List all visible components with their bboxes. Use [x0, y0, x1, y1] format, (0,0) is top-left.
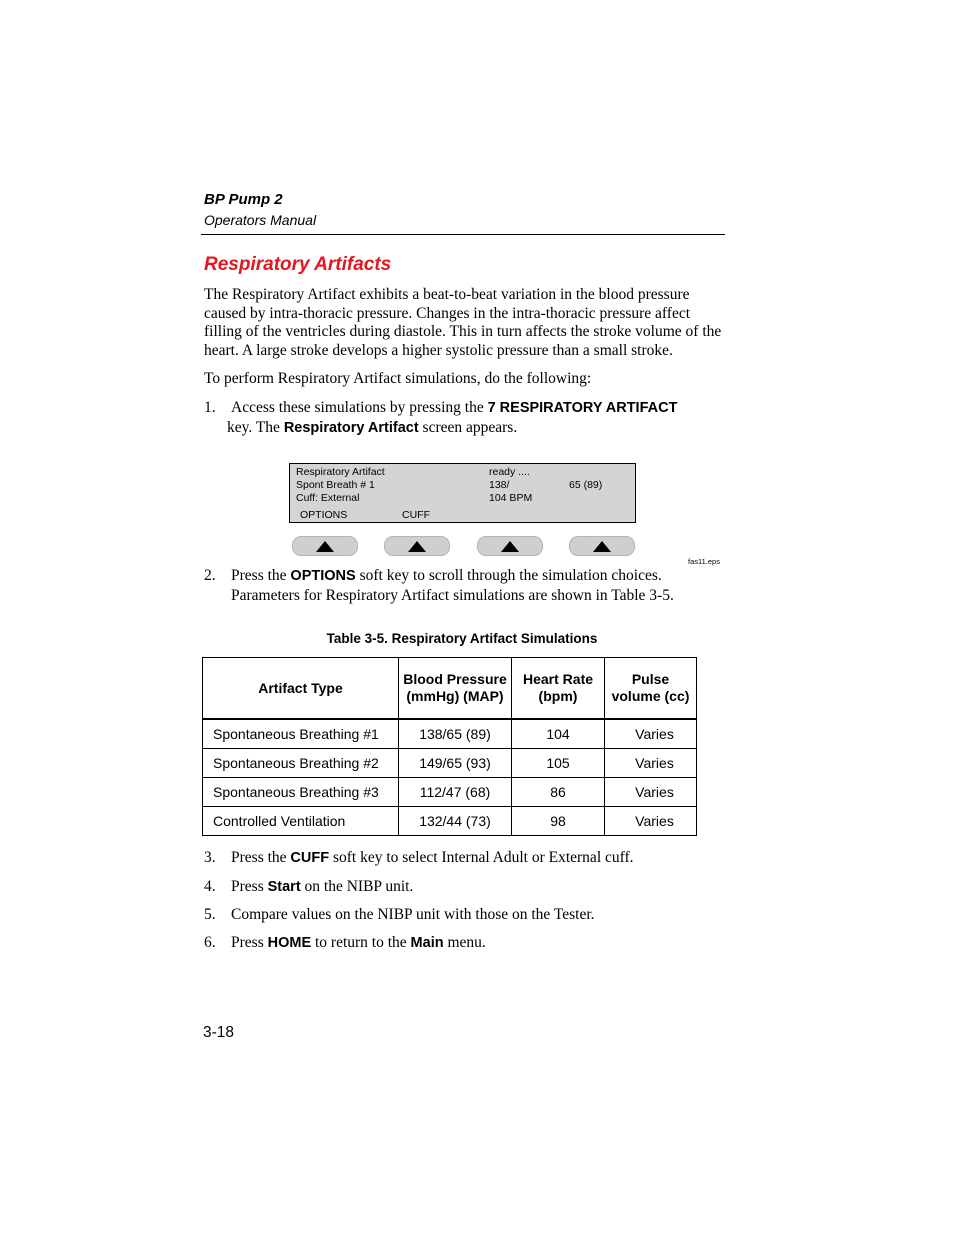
intro-paragraph: The Respiratory Artifact exhibits a beat-to-beat variation in the blood pressure caused by intra-thoracic pressure. Changes in the intra-thoracic pressure affect filling of the ventricles during diastole. This in turn affects the stroke volume of the heart. A large stroke develops a higher systolic pressure than a small stroke.	[204, 286, 722, 359]
step-number: 6.	[204, 934, 216, 951]
softkey-3-button[interactable]	[477, 536, 543, 556]
instructions-lead: To perform Respiratory Artifact simulations, do the following:	[204, 370, 592, 387]
step-number: 4.	[204, 878, 216, 895]
screen-cuff: Cuff: External	[296, 492, 360, 504]
table-cell: 149/65 (93)	[399, 749, 512, 778]
up-arrow-icon	[501, 541, 519, 552]
screen-title: Respiratory Artifact	[296, 466, 385, 478]
screen-status: ready ....	[489, 466, 530, 478]
table-caption: Table 3-5. Respiratory Artifact Simulations	[326, 631, 598, 646]
step-number: 3.	[204, 849, 216, 866]
screen-systolic: 138/	[489, 479, 510, 491]
screen-diastolic-map: 65 (89)	[569, 479, 603, 491]
table-cell: Varies	[605, 807, 697, 836]
step-text: key. The	[227, 419, 284, 436]
page-number: 3-18	[203, 1024, 235, 1041]
table-cell: Spontaneous Breathing #2	[203, 749, 399, 778]
simulation-table	[202, 657, 697, 836]
table-row	[203, 749, 697, 778]
figure-file-label: fas11.eps	[688, 557, 720, 566]
column-header: Pulse volume (cc)	[605, 658, 697, 720]
step-1	[204, 398, 724, 438]
column-header: Artifact Type	[203, 658, 399, 720]
step-number: 1.	[204, 399, 216, 416]
step-2	[204, 566, 724, 606]
step-5	[204, 905, 724, 925]
step-text: screen appears.	[418, 419, 518, 436]
table-cell: 112/47 (68)	[399, 778, 512, 807]
table-cell: 104	[512, 719, 605, 749]
table-cell: Varies	[605, 719, 697, 749]
up-arrow-icon	[316, 541, 334, 552]
key-name: Start	[267, 879, 301, 895]
key-name: 7 RESPIRATORY ARTIFACT	[487, 400, 678, 416]
manual-subtitle: Operators Manual	[204, 212, 317, 228]
up-arrow-icon	[408, 541, 426, 552]
table-cell: 98	[512, 807, 605, 836]
softkey-label-options: OPTIONS	[300, 509, 348, 521]
table-row	[203, 719, 697, 749]
tester-lcd-screen	[289, 463, 636, 523]
section-title: Respiratory Artifacts	[204, 254, 392, 275]
softkey-2-button[interactable]	[384, 536, 450, 556]
step-text: on the NIBP unit.	[300, 878, 414, 895]
screen-heart-rate: 104 BPM	[489, 492, 533, 504]
table-cell: Varies	[605, 749, 697, 778]
step-text: Press the	[231, 567, 291, 584]
menu-name: Main	[410, 935, 444, 951]
step-text: Access these simulations by pressing the	[231, 399, 488, 416]
step-text: menu.	[443, 934, 486, 951]
table-cell: Spontaneous Breathing #1	[203, 719, 399, 749]
step-number: 5.	[204, 906, 216, 923]
key-name: HOME	[267, 935, 312, 951]
step-4	[204, 877, 724, 897]
up-arrow-icon	[593, 541, 611, 552]
table-cell: 105	[512, 749, 605, 778]
manual-title: BP Pump 2	[204, 191, 283, 208]
step-text: soft key to select Internal Adult or External cuff.	[329, 849, 634, 866]
table-cell: 86	[512, 778, 605, 807]
table-row	[203, 807, 697, 836]
step-6	[204, 933, 724, 953]
step-text: Press	[231, 934, 268, 951]
table-cell: Controlled Ventilation	[203, 807, 399, 836]
softkey-label-cuff: CUFF	[402, 509, 430, 521]
screen-name: Respiratory Artifact	[283, 420, 419, 436]
step-text: to return to the	[311, 934, 411, 951]
step-text: soft key to scroll through the simulation choices. Parameters for Respiratory Artifact simulations are shown in Table 3-5.	[231, 567, 674, 604]
step-number: 2.	[204, 567, 216, 584]
step-text: Press the	[231, 849, 291, 866]
table-cell: 132/44 (73)	[399, 807, 512, 836]
key-name: OPTIONS	[290, 568, 356, 584]
column-header: Heart Rate (bpm)	[512, 658, 605, 720]
screen-simulation: Spont Breath # 1	[296, 479, 375, 491]
table-header-row	[203, 658, 697, 720]
table-cell: Spontaneous Breathing #3	[203, 778, 399, 807]
table-cell: Varies	[605, 778, 697, 807]
key-name: CUFF	[290, 850, 330, 866]
softkey-1-button[interactable]	[292, 536, 358, 556]
step-3	[204, 848, 724, 868]
table-cell: 138/65 (89)	[399, 719, 512, 749]
header-divider	[201, 234, 725, 235]
table-row	[203, 778, 697, 807]
step-text: Press	[231, 878, 268, 895]
softkey-4-button[interactable]	[569, 536, 635, 556]
column-header: Blood Pressure (mmHg) (MAP)	[399, 658, 512, 720]
step-text: Compare values on the NIBP unit with those on the Tester.	[231, 906, 595, 923]
